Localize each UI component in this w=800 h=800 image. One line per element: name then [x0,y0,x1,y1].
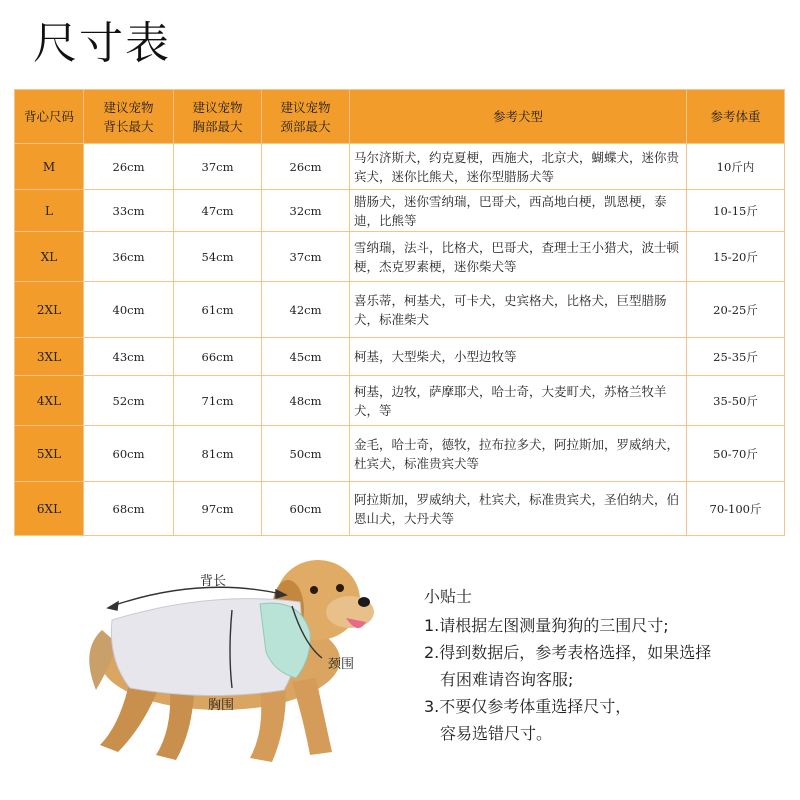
tips-title: 小贴士 [424,587,473,606]
table-row [15,282,785,338]
back-length-cell: 60cm [84,426,174,482]
back-length-cell: 33cm [84,190,174,232]
breed-cell: 阿拉斯加，罗威纳犬，杜宾犬，标准贵宾犬，圣伯纳犬，伯恩山犬，大丹犬等 [350,482,687,536]
breed-cell: 雪纳瑞，法斗，比格犬，巴哥犬，查理士王小猎犬，波士顿梗，杰克罗素梗，迷你柴犬等 [350,232,687,282]
size-table [14,89,785,536]
neck-cell: 37cm [262,232,350,282]
tip-line: 2.得到数据后，参考表格选择，如果选择 [424,643,712,662]
weight-cell: 70-100斤 [687,482,785,536]
back-length-cell: 40cm [84,282,174,338]
breed-cell: 马尔济斯犬，约克夏梗，西施犬，北京犬，蝴蝶犬，迷你贵宾犬，迷你比熊犬，迷你型腊肠犬等 [350,144,687,190]
table-header-cell: 建议宠物 背长最大 [84,90,174,144]
neck-cell: 45cm [262,338,350,376]
neck-cell: 60cm [262,482,350,536]
neck-cell: 42cm [262,282,350,338]
table-row [15,144,785,190]
neck-cell: 26cm [262,144,350,190]
chest-cell: 54cm [174,232,262,282]
vest-illustration [111,599,310,696]
weight-cell: 10-15斤 [687,190,785,232]
chest-cell: 61cm [174,282,262,338]
neck-label: 颈围 [328,657,355,672]
breed-cell: 柯基，边牧，萨摩耶犬，哈士奇，大麦町犬，苏格兰牧羊犬，等 [350,376,687,426]
neck-cell: 32cm [262,190,350,232]
weight-cell: 20-25斤 [687,282,785,338]
page-title: 尺寸表 [33,18,171,69]
table-header-cell: 参考体重 [687,90,785,144]
table-row [15,426,785,482]
tips-section [424,584,794,747]
size-cell: M [15,144,84,190]
table-row [15,376,785,426]
chest-cell: 81cm [174,426,262,482]
tip-line: 3.不要仅参考体重选择尺寸， [424,697,632,716]
chest-cell: 37cm [174,144,262,190]
size-cell: 4XL [15,376,84,426]
back-length-cell: 52cm [84,376,174,426]
back-length-cell: 26cm [84,144,174,190]
chest-cell: 47cm [174,190,262,232]
chest-label: 胸围 [208,698,235,713]
neck-cell: 50cm [262,426,350,482]
chest-cell: 71cm [174,376,262,426]
measurement-figure [60,540,400,790]
table-header-cell: 建议宠物 胸部最大 [174,90,262,144]
weight-cell: 25-35斤 [687,338,785,376]
size-cell: L [15,190,84,232]
chest-cell: 66cm [174,338,262,376]
table-row [15,482,785,536]
table-header-row [15,90,785,144]
table-row [15,232,785,282]
size-cell: 3XL [15,338,84,376]
back-length-cell: 68cm [84,482,174,536]
weight-cell: 50-70斤 [687,426,785,482]
chest-cell: 97cm [174,482,262,536]
table-header-cell: 背心尺码 [15,90,84,144]
tip-line: 1.请根据左图测量狗狗的三围尺寸; [424,616,669,635]
table-header-cell: 参考犬型 [350,90,687,144]
breed-cell: 腊肠犬，迷你雪纳瑞，巴哥犬，西高地白梗，凯恩梗，泰迪，比熊等 [350,190,687,232]
size-cell: XL [15,232,84,282]
back-length-cell: 43cm [84,338,174,376]
weight-cell: 10斤内 [687,144,785,190]
weight-cell: 35-50斤 [687,376,785,426]
breed-cell: 喜乐蒂，柯基犬，可卡犬，史宾格犬，比格犬，巨型腊肠犬，标准柴犬 [350,282,687,338]
table-row [15,190,785,232]
size-cell: 5XL [15,426,84,482]
size-cell: 6XL [15,482,84,536]
back-length-cell: 36cm [84,232,174,282]
weight-cell: 15-20斤 [687,232,785,282]
breed-cell: 金毛，哈士奇，德牧，拉布拉多犬，阿拉斯加，罗威纳犬，杜宾犬，标准贵宾犬等 [350,426,687,482]
table-row [15,338,785,376]
neck-cell: 48cm [262,376,350,426]
tip-line: 有困难请咨询客服; [440,670,574,689]
breed-cell: 柯基，大型柴犬，小型边牧等 [350,338,687,376]
tip-line: 容易选错尺寸。 [440,724,553,743]
table-header-cell: 建议宠物 颈部最大 [262,90,350,144]
back-length-label: 背长 [200,574,227,589]
size-cell: 2XL [15,282,84,338]
